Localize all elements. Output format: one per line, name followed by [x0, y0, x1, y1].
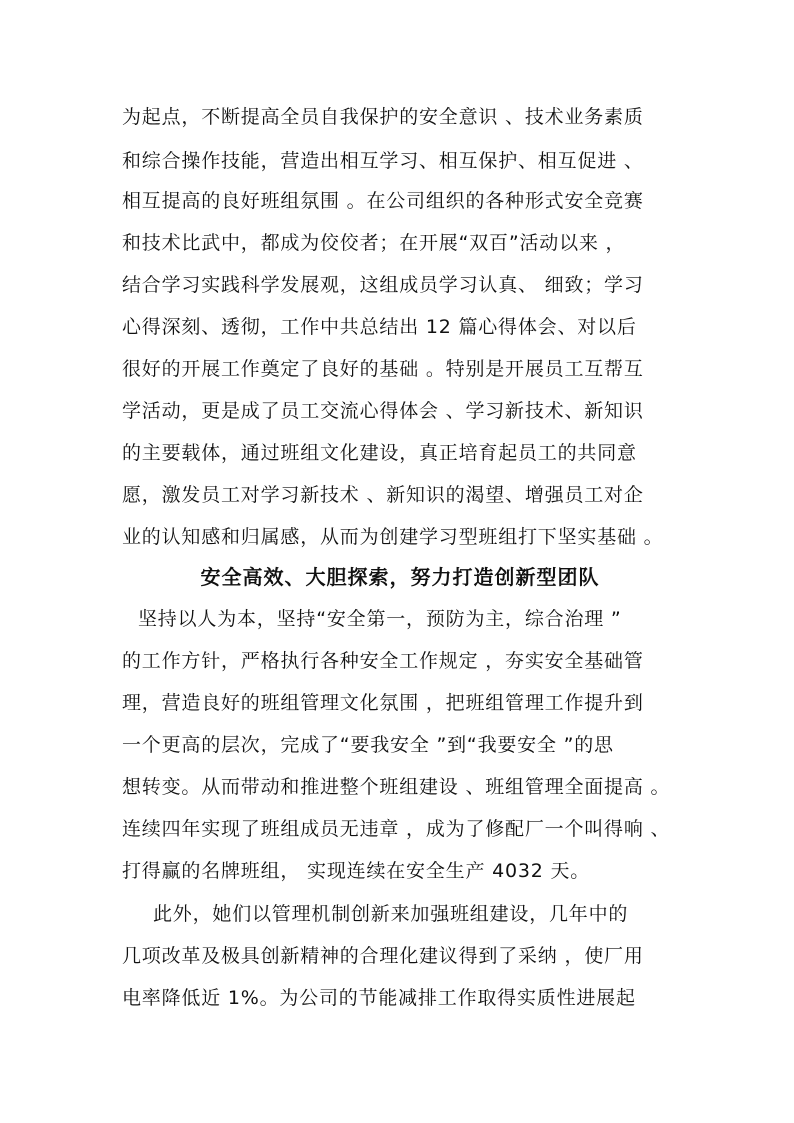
paragraph-line: 和综合操作技能，营造出相互学习、相互保护、相互促进 、 — [122, 150, 644, 172]
paragraph-line: 学活动，更是成了员工交流心得体会 、学习新技术、新知识 — [122, 400, 644, 422]
paragraph-line: 此外，她们以管理机制创新来加强班组建设，几年中的 — [153, 903, 629, 925]
paragraph-line: 一个更高的层次，完成了“要我安全 ”到“我要安全 ”的思 — [122, 734, 614, 756]
paragraph-line: 心得深刻、透彻，工作中共总结出 12 篇心得体会、对以后 — [122, 316, 637, 338]
paragraph-line: 相互提高的良好班组氛围 。在公司组织的各种形式安全竞赛 — [122, 190, 644, 212]
paragraph-line: 为起点，不断提高全员自我保护的安全意识 、技术业务素质 — [122, 106, 644, 128]
section-heading: 安全高效、大胆探索，努力打造创新型团队 — [200, 565, 600, 589]
paragraph-line: 坚持以人为本，坚持“安全第一，预防为主，综合治理 ” — [138, 608, 622, 630]
paragraph-line: 的工作方针，严格执行各种安全工作规定 ，夯实安全基础管 — [122, 650, 644, 672]
paragraph-line: 理，营造良好的班组管理文化氛围 ，把班组管理工作提升到 — [122, 692, 644, 714]
paragraph-line: 连续四年实现了班组成员无违章 ，成为了修配厂一个叫得响 、 — [122, 818, 671, 840]
paragraph-line: 业的认知感和归属感，从而为创建学习型班组打下坚实基础 。 — [122, 526, 664, 548]
paragraph-line: 和技术比武中，都成为佼佼者；在开展“双百”活动以来 ， — [122, 232, 626, 254]
paragraph-line: 的主要载体，通过班组文化建设，真正培育起员工的共同意 — [122, 442, 637, 464]
paragraph-line: 电率降低近 1%。为公司的节能减排工作取得实质性进展起 — [122, 987, 636, 1009]
paragraph-line: 愿，激发员工对学习新技术 、新知识的渴望、增强员工对企 — [122, 484, 644, 506]
paragraph-line: 结合学习实践科学发展观，这组成员学习认真、 细致；学习 — [122, 274, 644, 296]
paragraph-line: 想转变。从而带动和推进整个班组建设 、班组管理全面提高 。 — [122, 776, 671, 798]
paragraph-line: 打得赢的名牌班组， 实现连续在安全生产 4032 天。 — [122, 860, 591, 882]
paragraph-line: 几项改革及极具创新精神的合理化建议得到了采纳 ，使厂用 — [122, 945, 644, 967]
paragraph-line: 很好的开展工作奠定了良好的基础 。特别是开展员工互帮互 — [122, 358, 644, 380]
